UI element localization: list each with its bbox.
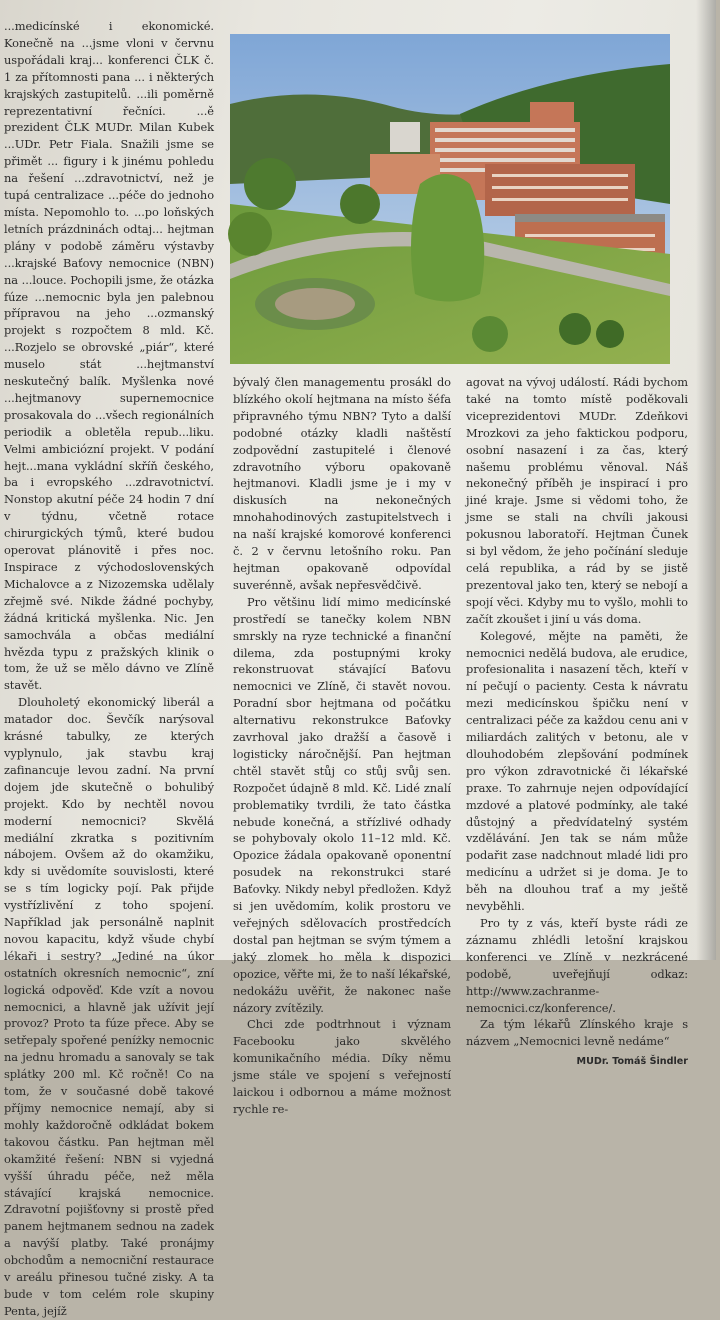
article-column-1: [4, 18, 214, 1320]
tree: [596, 320, 624, 348]
article-column-2: [233, 374, 451, 1118]
article-column-3: [466, 374, 688, 1071]
distant-building: [390, 122, 420, 152]
article-paragraph: Dlouholetý ekonomický liberál a matador doc. Ševčík narýsoval krásné tabulky, ze kterých vyplynulo, jak stavbu kraj zafinancuje levou zadní. Na první dojem jde skutečně o bohulibý projekt. Kdo by nechtěl novou moderní nemocnici? Skvělá mediální zkratka s pozitivním nábojem. Ovšem až do okamžiku, kdy si uvědomíte souvislosti, které se s tím logicky pojí. Pak přijde vystřízlivění z toho spojení. Například jak personálně naplnit novou kapacitu, když všude chybí lékaři i sestry? „Jediné na úkor ostatních okresních nemocnic“, zní logická odpověď. Kde vzít a novou nemocnici, a hlavně jak užívit její provoz? Proto ta fúze přece. Aby se setřepaly spořené peníżky nemocnic na jednu hromadu a sanovaly se tak splátky 200 ml. Kč ročně! Co na tom, že v současné době takové příjmy nemocnice nemají, aby si mohly každoročně odkládat bokem takovou částku. Pan hejtman měl okamžité řešení: NBN si vyjedná vyšší úhradu péče, než měla stávající krajská nemocnice. Zdravotní pojišťovny si prostě před panem hejtmanem sednou na zadek a navýší platby. Také pronájmy obchodům a nemocniční restaurace v areálu přinesou tučné zisky. A ta bude v tom celém role skupiny Penta, jejíž: [4, 695, 214, 1318]
article-paragraph: Kolegové, mějte na paměti, že nemocnici nedělá budova, ale erudice, profesionalita i nasazení těch, kteří v ní pečují o pacienty. Cesta k návratu mezi medicínskou špičku není v centralizaci péče za každou cenu ani v miliardách zalitých v betonu, ale v dlouhodobém zlepšování podmínek pro výkon zdravotnické či lékařské praxe. To zahrnuje nejen odpovídající mzdové a platové podmínky, ale také důstojný a předvídatelný systém vzdělávání. Jen tak se nám může podařit zase nadchnout mladé lidi pro medicínu a udržet si je doma. Je to běh na dlouhou trať a my ještě nevyběhli.: [466, 628, 688, 914]
page-edge-shadow: [696, 0, 716, 960]
park-path: [275, 288, 355, 320]
article-paragraph: Pro ty z vás, kteří byste rádi ze záznamu zhlédli letošní krajskou konferenci ve Zlíně v nezkrácené podobě, uveřejňují odkaz: http://www.zachranme-nemocnici.cz/konference/.: [466, 916, 688, 1015]
tree: [228, 212, 272, 256]
tree: [340, 184, 380, 224]
hospital-aerial-photo: [230, 34, 670, 364]
author-signature: MUDr. Tomáš Šindler: [576, 1056, 688, 1068]
article-paragraph: agovat na vývoj událostí. Rádi bychom také na tomto místě poděkovali viceprezidentovi MUDr. Zdeňkovi Mrozkovi za jeho faktickou podporu, osobní nasazení i za čas, který našemu problému věnoval. Náš nekonečný příběh je inspirací i pro jiné kraje. Jsme si vědomi toho, že jsme se stali na chvíli jakousi pokusnou laboratoří. Hejtman Čunek si byl vědom, že jeho počínání sleduje celá republika, a rád by se jistě prezentoval jako ten, který se nebojí a spojí věci. Kdyby mu to vyšlo, mohli to začít zkoušet i jiní u vás doma.: [466, 375, 688, 626]
article-paragraph: Pro většinu lidí mimo medicínské prostředí se tanečky kolem NBN smrskly na ryze technické a finanční dilema, zda postupnými kroky rekonstruovat stávající Baťovu nemocnici ve Zlíně, či stavět novou. Poradní sbor hejtmana od počátku alternativu rekonstrukce Baťovky zavrhoval jako dražší a časově i logisticky náročnější. Pan hejtman chtěl stavět stůj co stůj svůj sen. Rozpočet údajně 8 mld. Kč. Lidé znalí problematiky tvrdili, že tato částka nebude konečná, a střízlivé odhady se pohybovaly okolo 11–12 mld. Kč. Opozice žádala opakovaně oponentní posudek na rekonstrukci staré Baťovky. Nikdy nebyl předložen. Když si jen uvědomím, kolik prostoru ve veřejných sdělovacích prostředcích dostal pan hejtman se svým týmem a jaký zlomek ho měla k dispozici opozice, věřte mi, že to naší lékařské, nedokážu uvěřit, že nakonec naše názory zvítězily.: [233, 594, 451, 1015]
weeping-willow: [411, 174, 484, 302]
tree: [472, 316, 508, 352]
hospital-photo-illustration: [230, 34, 670, 364]
article-paragraph: ...medicínské i ekonomické. Konečně na ...jsme vloni v červnu uspořádali kraj... konferenci ČLK č. 1 za přítomnosti pana ... i některých krajských zastupitelů. ...ili poměrně reprezentativní řečníci. ...ě prezident ČLK MUDr. Milan Kubek ...UDr. Petr Fiala. Snažili jsme se přimět ... figury i k jinému pohledu na řešení ...zdravotnictví, než je tupá centralizace ...péče do jednoho místa. Nepomohlo to. ...po loňských letních prázdninách odtaj... hejtman plány v podobě záměru výstavby ...krajské Baťovy nemocnice (NBN) na ...louce. Pochopili jsme, že otázka fúze ...nemocnic byla jen palebnou přípravou na jeho ...ozmanský projekt s rozpočtem 8 mld. Kč. ...Rozjelo se obrovské „piár“, které muselo stát ...hejtmanství neskutečný balík. Myšlenka nové ...hejtmanovy supernemocnice prosakovala do ...všech regionálních periodik a obletěla repub...liku. Velmi ambiciózní projekt. V podání hejt...mana vykládní skříň českého, ba i evropského ...zdravotnictví. Nonstop akutní péče 24 hodin 7 dní v týdnu, včetně rotace chirurgických týmů, které budou operovat plánovitě i přes noc. Inspirace z východoslovenských Michalovce a z Nizozemska udělaly zřejmě své. Nikde žádné pochyby, žádná kritická myšlenka. Nic. Jen samochvála a občas mediální hvězda typu z pražských klinik o tom, že už se mělo dávno ve Zlíně stavět.: [4, 19, 214, 693]
article-paragraph: Chci zde podtrhnout i význam Facebooku jako skvělého komunikačního média. Díky němu jsme stále ve spojení s veřejností laickou i odbornou a máme možnost rychle re-: [233, 1017, 451, 1116]
article-paragraph: bývalý člen managementu prosákl do blízkého okolí hejtmana na místo šéfa připravného týmu NBN? Tyto a další podobné otázky kladli naštěstí zodpovědní zastupitelé i členové zdravotního výboru opakovaně hejtmanovi. Kladli jsme je i my v diskusích na nekonečných mnohahodinových zastupitelstvech i na naší krajské komorové konferenci č. 2 v červnu letošního roku. Pan hejtman opakovaně odpovídal suverénně, avšak nepřesvědčivě.: [233, 375, 451, 592]
tree: [559, 313, 591, 345]
tree: [244, 158, 296, 210]
hospital-building-side: [485, 164, 635, 216]
article-paragraph: Za tým lékařů Zlínského kraje s názvem „Nemocnici levně nedáme“: [466, 1017, 688, 1049]
